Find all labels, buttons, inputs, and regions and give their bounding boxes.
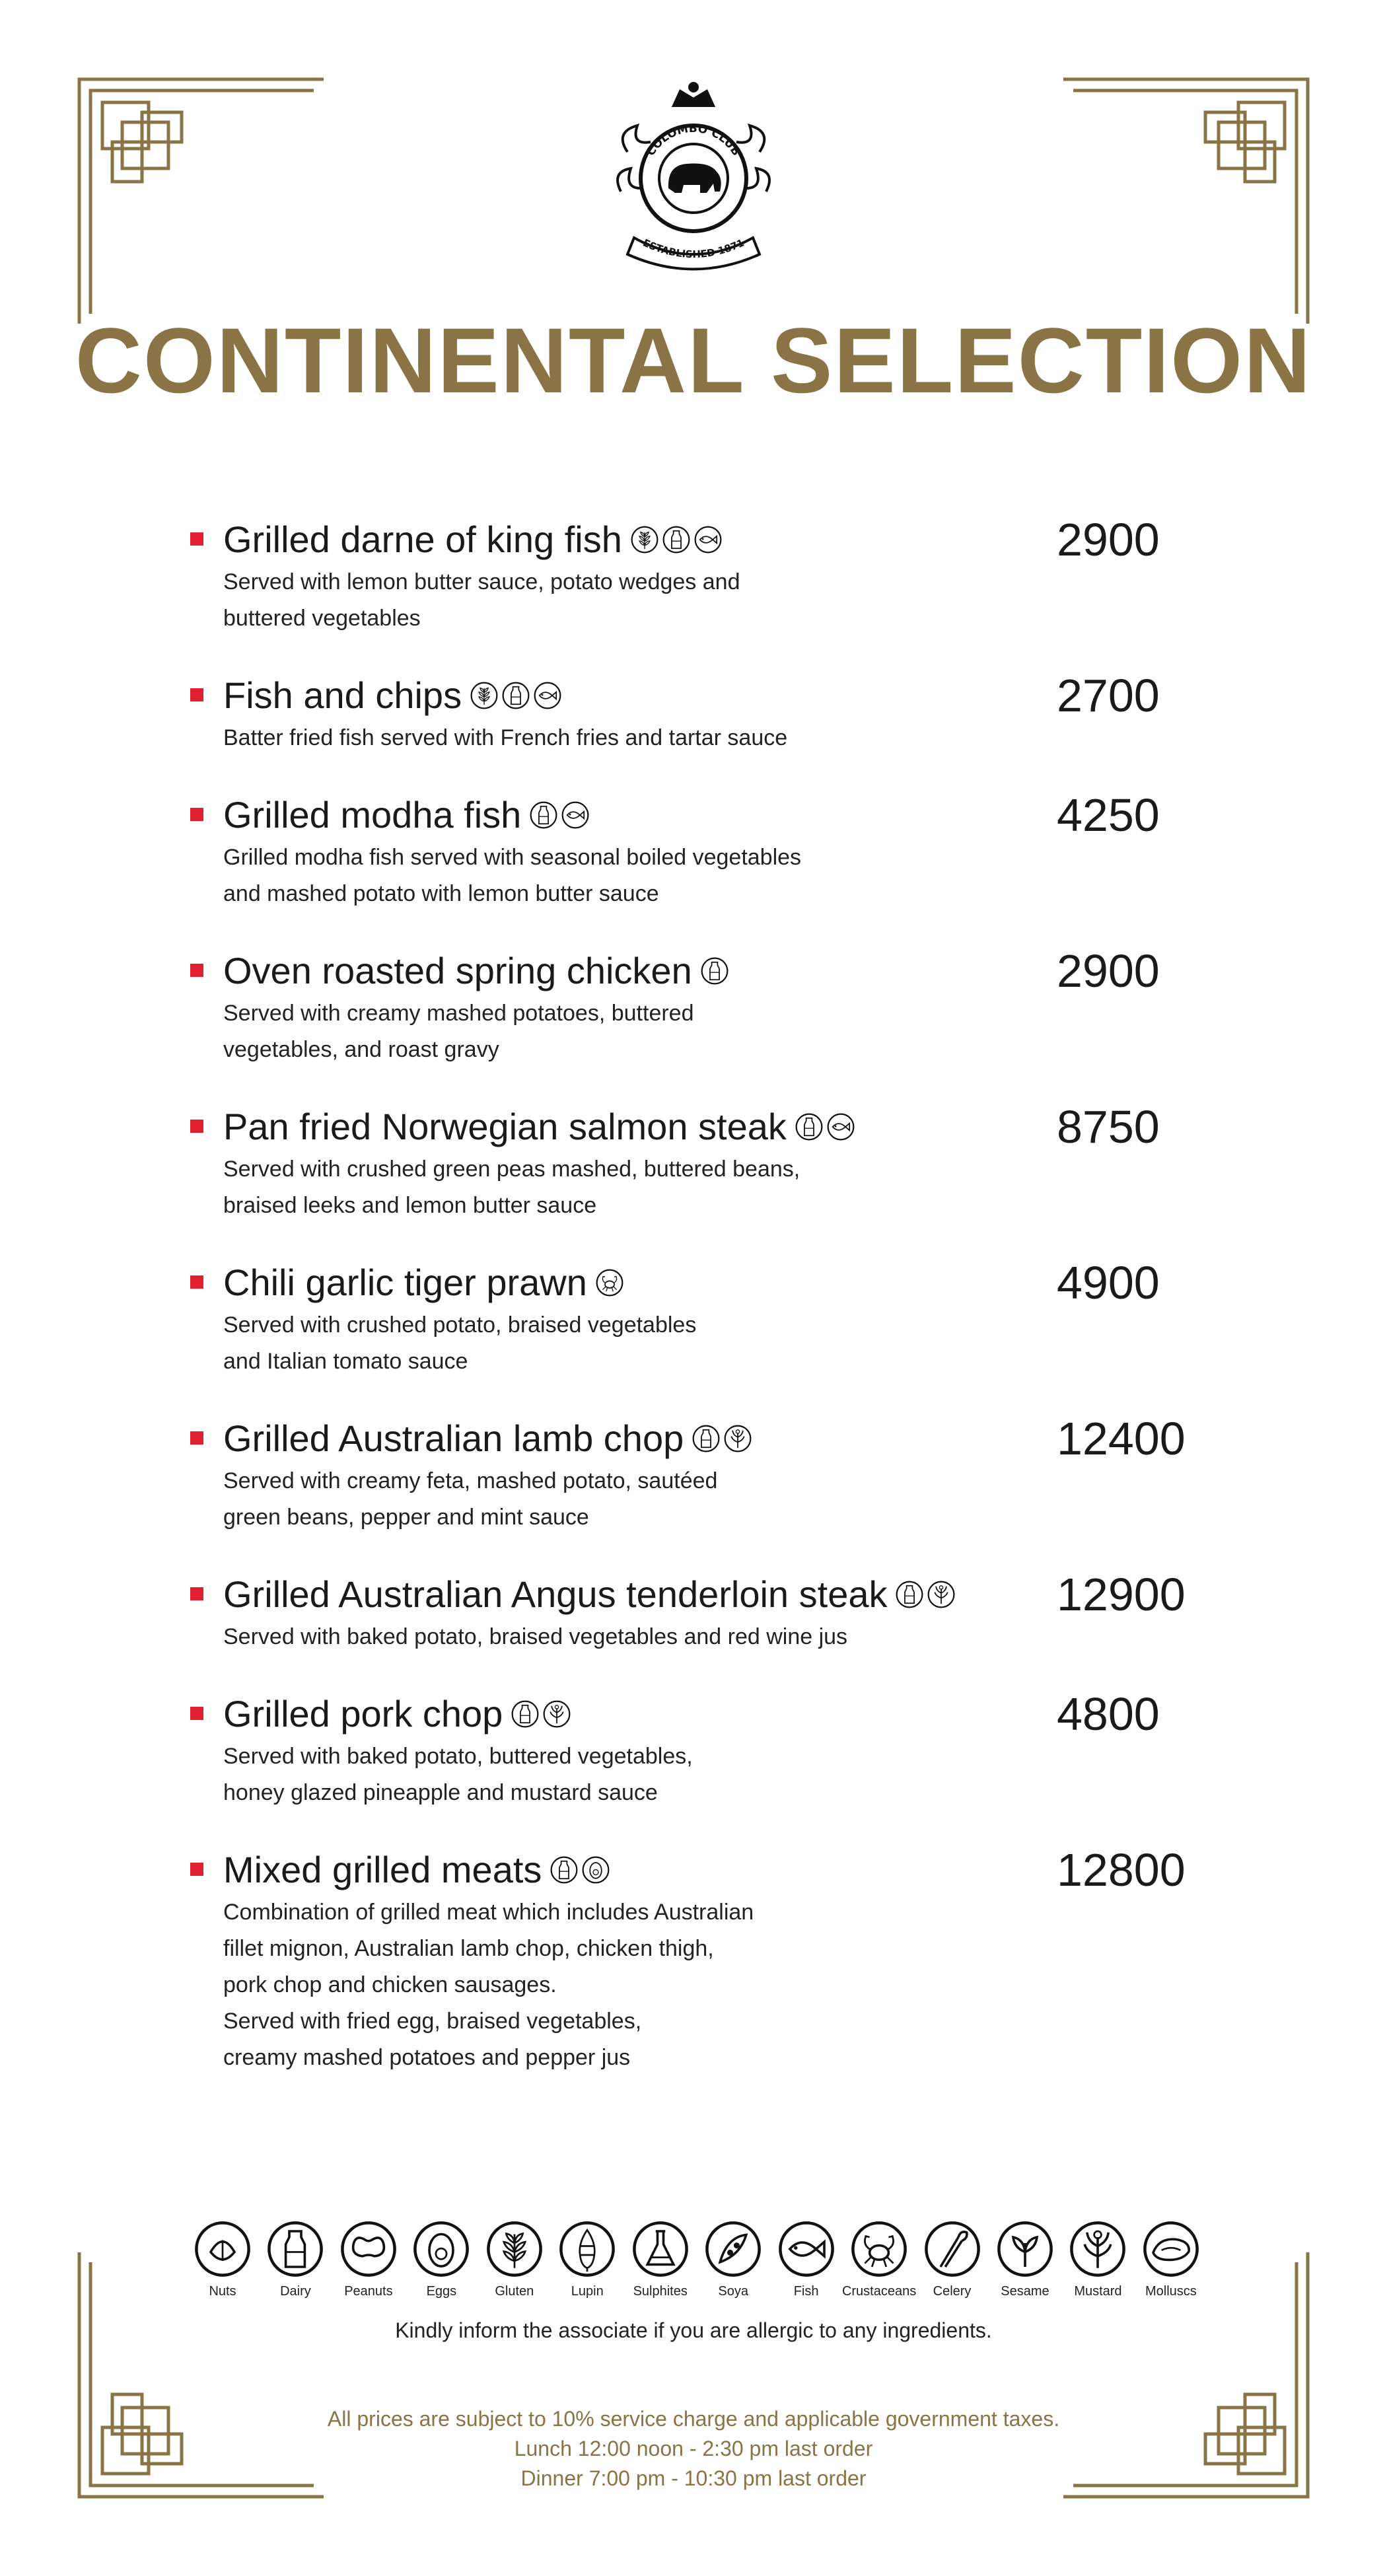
description-line: and Italian tomato sauce <box>223 1349 468 1374</box>
allergen-icons <box>700 956 729 985</box>
menu-item-name: Grilled Australian lamb chop <box>223 1417 684 1459</box>
menu-item <box>185 1258 1215 1380</box>
dairy-icon <box>529 801 558 830</box>
allergen-label: Peanuts <box>344 2284 393 2299</box>
description-line: Served with creamy mashed potatoes, buttered <box>223 1001 694 1026</box>
allergen-label: Dairy <box>280 2284 311 2299</box>
bullet-marker <box>190 1587 203 1600</box>
fish-icon <box>694 525 723 554</box>
allergen-icons <box>470 681 562 710</box>
menu-item-price: 12900 <box>1057 1569 1186 1620</box>
page-title: CONTINENTAL SELECTION <box>75 308 1312 412</box>
molluscs-icon <box>1141 2219 1201 2279</box>
menu-item-name: Fish and chips <box>223 674 462 716</box>
bullet-marker <box>190 532 203 546</box>
menu-item-description <box>223 1738 1215 1811</box>
bullet-marker <box>190 1863 203 1876</box>
menu-item-description <box>223 1463 1215 1536</box>
description-line: Served with lemon butter sauce, potato wedges and <box>223 569 740 594</box>
dairy-icon <box>692 1424 721 1453</box>
allergen-label: Nuts <box>209 2284 236 2299</box>
allergen-legend-item <box>772 2219 841 2299</box>
allergen-icons <box>795 1112 855 1141</box>
menu-item <box>185 515 1215 637</box>
menu-item-name: Chili garlic tiger prawn <box>223 1262 587 1303</box>
description-line: Grilled modha fish served with seasonal boiled vegetables <box>223 845 802 870</box>
soya-icon <box>703 2219 763 2279</box>
menu-item-name: Mixed grilled meats <box>223 1849 542 1890</box>
menu-item-description <box>223 1151 1215 1224</box>
menu-item-price: 2900 <box>1057 514 1160 565</box>
allergen-legend-item <box>334 2219 403 2299</box>
allergy-notice: Kindly inform the associate if you are allergic to any ingredients. <box>395 2318 992 2342</box>
allergen-legend-item <box>918 2219 987 2299</box>
allergen-legend-item <box>626 2219 695 2299</box>
bullet-marker <box>190 1707 203 1720</box>
menu-item <box>185 1414 1215 1536</box>
menu-item-name: Grilled Australian Angus tenderloin steak <box>223 1573 888 1615</box>
allergen-label: Mustard <box>1074 2284 1122 2299</box>
menu-item-price: 2700 <box>1057 670 1160 721</box>
menu-item <box>185 1102 1215 1224</box>
fish-icon <box>826 1112 855 1141</box>
description-line: honey glazed pineapple and mustard sauce <box>223 1780 658 1805</box>
description-line: creamy mashed potatoes and pepper jus <box>223 2045 631 2070</box>
bullet-marker <box>190 688 203 701</box>
menu-item-description <box>223 1619 1215 1655</box>
menu-item-price: 8750 <box>1057 1101 1160 1153</box>
dairy-icon <box>795 1112 824 1141</box>
allergen-icons <box>511 1699 571 1729</box>
description-line: braised leeks and lemon butter sauce <box>223 1193 597 1218</box>
allergen-icons <box>630 525 723 554</box>
dairy-icon <box>895 1580 924 1609</box>
mustard-icon <box>927 1580 956 1609</box>
menu-item-description <box>223 995 1215 1068</box>
allergen-label: Crustaceans <box>841 2284 917 2299</box>
fish-icon <box>777 2219 836 2279</box>
description-line: pork chop and chicken sausages. <box>223 1972 557 1997</box>
allergen-icons <box>895 1580 956 1609</box>
description-line: Served with baked potato, buttered vegetables, <box>223 1744 693 1769</box>
colombo-club-crest-logo <box>601 79 786 277</box>
corner-ornament-top-right <box>1060 76 1311 327</box>
menu-item-description <box>223 1894 1215 2076</box>
allergen-label: Lupin <box>571 2284 604 2299</box>
fish-icon <box>533 681 562 710</box>
allergen-legend-item <box>553 2219 622 2299</box>
eggs-icon <box>581 1855 610 1884</box>
menu-item-description <box>223 564 1215 637</box>
dairy-icon <box>662 525 691 554</box>
menu-item-price: 12800 <box>1057 1844 1186 1896</box>
dairy-icon <box>700 956 729 985</box>
allergen-legend-item <box>991 2219 1059 2299</box>
description-line: Served with baked potato, braised vegetables and red wine jus <box>223 1624 848 1649</box>
allergen-legend-item <box>1063 2219 1132 2299</box>
allergen-legend-item <box>1137 2219 1205 2299</box>
menu-list <box>185 515 1215 2110</box>
lunch-hours: Lunch 12:00 noon - 2:30 pm last order <box>514 2437 873 2460</box>
allergen-legend-item <box>261 2219 330 2299</box>
description-line: green beans, pepper and mint sauce <box>223 1505 589 1530</box>
allergen-legend-item <box>699 2219 767 2299</box>
menu-item-description <box>223 1307 1215 1380</box>
allergen-icons <box>529 801 590 830</box>
description-line: vegetables, and roast gravy <box>223 1037 499 1062</box>
allergen-legend-item <box>188 2219 257 2299</box>
bullet-marker <box>190 1120 203 1133</box>
mustard-icon <box>723 1424 752 1453</box>
allergen-legend <box>188 2219 1205 2299</box>
allergen-legend-item <box>407 2219 476 2299</box>
mustard-icon <box>1068 2219 1127 2279</box>
gluten-icon <box>630 525 659 554</box>
crustaceans-icon <box>849 2219 909 2279</box>
description-line: Served with crushed green peas mashed, buttered beans, <box>223 1157 800 1182</box>
nuts-icon <box>193 2219 252 2279</box>
menu-item-price: 12400 <box>1057 1413 1186 1464</box>
menu-item <box>185 1570 1215 1655</box>
crustaceans-icon <box>595 1268 624 1297</box>
description-line: buttered vegetables <box>223 606 421 631</box>
allergen-legend-item <box>841 2219 917 2299</box>
menu-item-price: 4250 <box>1057 789 1160 841</box>
menu-item-price: 2900 <box>1057 945 1160 997</box>
sesame-icon <box>995 2219 1055 2279</box>
bullet-marker <box>190 808 203 821</box>
dairy-icon <box>501 681 530 710</box>
description-line: Served with creamy feta, mashed potato, sautéed <box>223 1468 718 1493</box>
allergen-icons <box>550 1855 610 1884</box>
description-line: and mashed potato with lemon butter sauce <box>223 881 659 906</box>
service-charge-note: All prices are subject to 10% service charge and applicable government taxes. <box>327 2407 1060 2431</box>
gluten-icon <box>485 2219 544 2279</box>
corner-ornament-top-left <box>76 76 327 327</box>
mustard-icon <box>542 1699 571 1729</box>
menu-item-description <box>223 720 1215 756</box>
footer <box>0 2404 1387 2493</box>
menu-item-name: Oven roasted spring chicken <box>223 950 692 991</box>
menu-item <box>185 1845 1215 2076</box>
menu-item-name: Grilled pork chop <box>223 1693 503 1735</box>
allergen-icons <box>692 1424 752 1453</box>
bullet-marker <box>190 964 203 977</box>
description-line: Batter fried fish served with French fries and tartar sauce <box>223 725 788 750</box>
fish-icon <box>561 801 590 830</box>
dairy-icon <box>266 2219 325 2279</box>
allergen-label: Fish <box>793 2284 819 2299</box>
eggs-icon <box>411 2219 471 2279</box>
allergen-icons <box>595 1268 624 1297</box>
sulphites-icon <box>631 2219 690 2279</box>
menu-item <box>185 791 1215 912</box>
menu-item-price: 4900 <box>1057 1257 1160 1308</box>
menu-item-description <box>223 840 1215 912</box>
menu-item <box>185 947 1215 1068</box>
dairy-icon <box>511 1699 540 1729</box>
peanuts-icon <box>339 2219 398 2279</box>
svg-text:ESTABLISHED 1871: ESTABLISHED 1871 <box>641 236 746 261</box>
bullet-marker <box>190 1431 203 1445</box>
gluten-icon <box>470 681 499 710</box>
dinner-hours: Dinner 7:00 pm - 10:30 pm last order <box>520 2466 867 2490</box>
dairy-icon <box>550 1855 579 1884</box>
svg-text:COLOMBO CLUB: COLOMBO CLUB <box>644 122 743 159</box>
description-line: Served with crushed potato, braised vegetables <box>223 1312 697 1338</box>
lupin-icon <box>557 2219 617 2279</box>
allergen-legend-item <box>480 2219 549 2299</box>
menu-item <box>185 1690 1215 1811</box>
bullet-marker <box>190 1275 203 1289</box>
menu-item <box>185 671 1215 756</box>
celery-icon <box>923 2219 982 2279</box>
allergen-label: Gluten <box>495 2284 534 2299</box>
allergen-label: Soya <box>718 2284 748 2299</box>
allergen-label: Celery <box>933 2284 972 2299</box>
description-line: fillet mignon, Australian lamb chop, chicken thigh, <box>223 1936 714 1961</box>
allergen-label: Molluscs <box>1145 2284 1197 2299</box>
menu-item-price: 4800 <box>1057 1688 1160 1740</box>
description-line: Combination of grilled meat which includes Australian <box>223 1900 754 1925</box>
menu-item-name: Pan fried Norwegian salmon steak <box>223 1106 787 1147</box>
allergen-label: Sulphites <box>633 2284 688 2299</box>
allergen-label: Sesame <box>1001 2284 1049 2299</box>
description-line: Served with fried egg, braised vegetables, <box>223 2009 642 2034</box>
menu-item-name: Grilled darne of king fish <box>223 519 622 560</box>
allergen-label: Eggs <box>426 2284 457 2299</box>
menu-item-name: Grilled modha fish <box>223 794 522 836</box>
